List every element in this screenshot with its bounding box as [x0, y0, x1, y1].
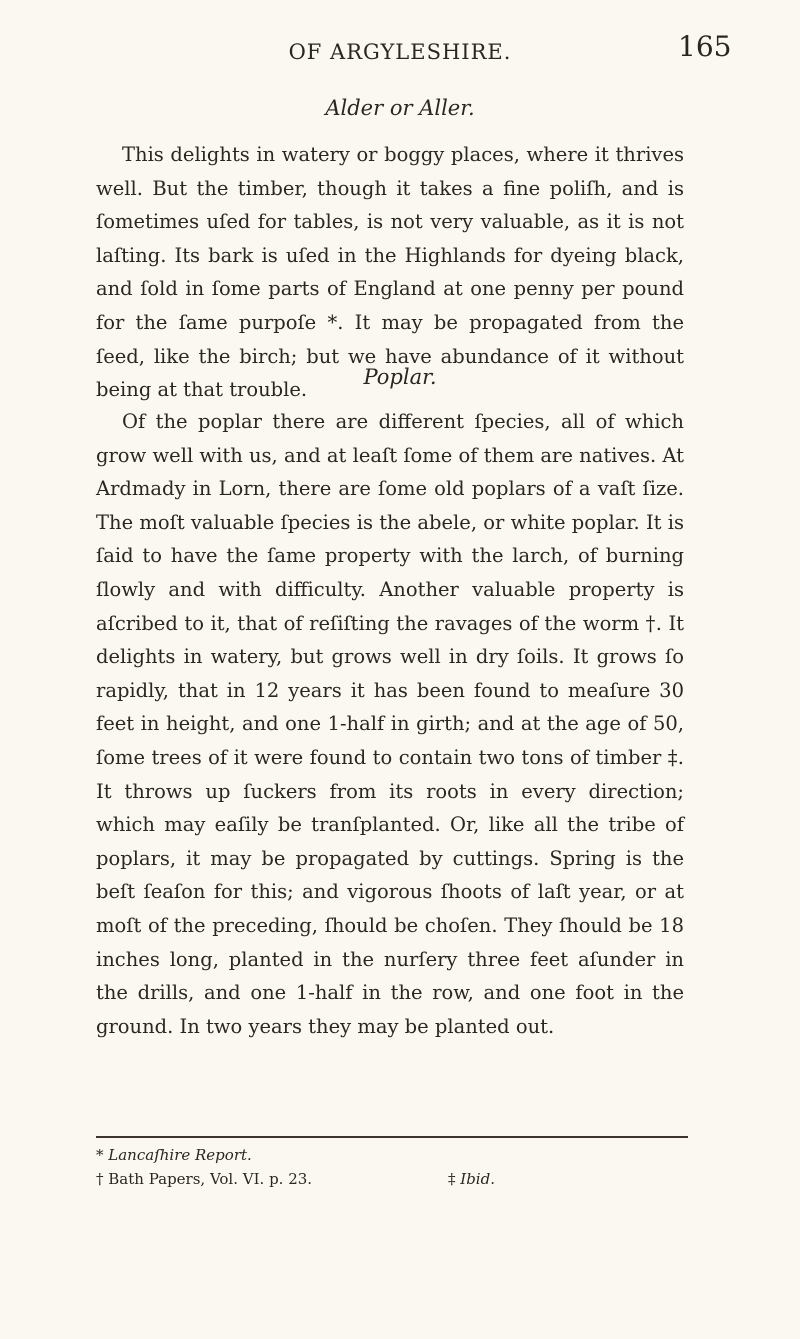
paragraph-alder: This delights in watery or boggy places, where it thrives well. But the timber, though it takes a fine poliſh, and is ſometimes uſed for tables, is not very valuable, as it is not laſting. Its bark is uſed in the Highlands for dyeing black, and ſold in ſome parts of England at one penny per pound for the ſame purpoſe *. It may be propagated from the ſeed, like the birch; but we have abundance of it without being at that trouble. — [96, 143, 684, 402]
running-head: OF ARGYLESHIRE. — [288, 40, 512, 64]
footnote-dagger — [96, 1168, 312, 1190]
footnote-double-dagger-mark: ‡ — [448, 1170, 456, 1188]
footnote-divider — [96, 1136, 688, 1138]
page-number: 165 — [678, 30, 732, 63]
footnote-star-mark: * — [96, 1146, 104, 1164]
footnote-star — [96, 1144, 252, 1166]
footnote-dagger-text: Bath Papers, Vol. VI. p. 23. — [108, 1170, 313, 1188]
section-heading-poplar: Poplar. — [363, 365, 437, 389]
paragraph-poplar: Of the poplar there are different ſpecies, all of which grow well with us, and at leaſt ſome of them are natives. At Ardmady in Lorn, there are ſome old poplars of a vaſt ſize. The moſt valuable ſpecies is the abele, or white poplar. It is ſaid to have the ſame property with the larch, of burning ſlowly and with difficulty. Another valuable property is aſcribed to it, that of reſiſting the ravages of the worm †. It delights in watery, but grows well in dry ſoils. It grows ſo rapidly, that in 12 years it has been found to meaſure 30 feet in height, and one 1-half in girth; and at the age of 50, ſome trees of it were found to contain two tons of timber ‡. It throws up ſuckers from its roots in every direction; which may eaſily be tranſplanted. Or, like all the tribe of poplars, it may be propagated by cuttings. Spring is the beſt ſeaſon for this; and vigorous ſhoots of laſt year, or at moſt of the preceding, ſhould be choſen. They ſhould be 18 inches long, planted in the nurſery three feet aſunder in the drills, and one 1-half in the row, and one foot in the ground. In two years they may be planted out. — [96, 410, 684, 1038]
footnote-double-dagger-text: Ibid. — [460, 1170, 495, 1188]
footnote-double-dagger — [448, 1168, 495, 1190]
section-heading-alder: Alder or Aller. — [325, 96, 475, 120]
footnote-star-text: Lancaſhire Report. — [108, 1146, 252, 1164]
footnote-dagger-mark: † — [96, 1170, 104, 1188]
